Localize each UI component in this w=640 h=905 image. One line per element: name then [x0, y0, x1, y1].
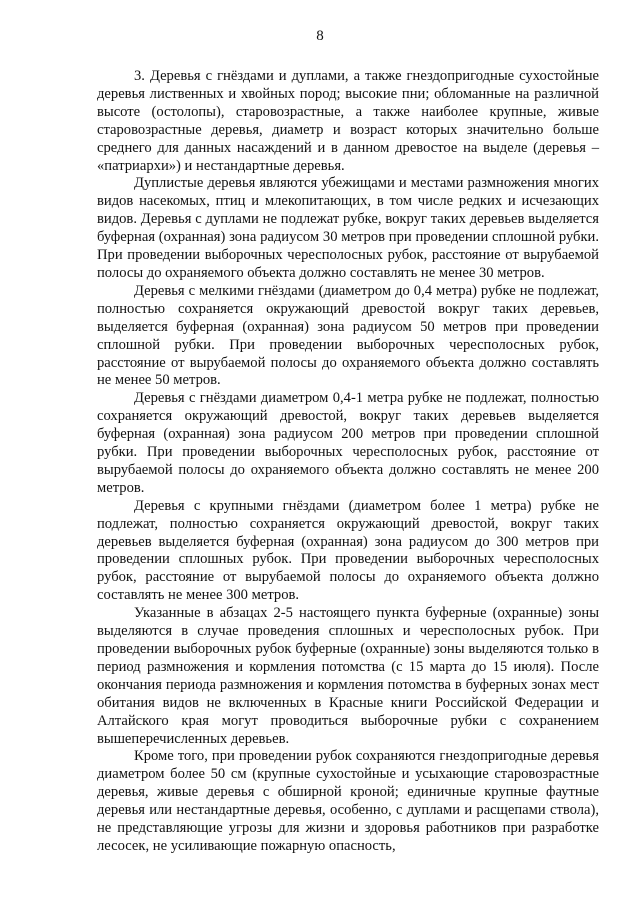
paragraph: Деревья с мелкими гнёздами (диаметром до 0,4 метра) рубке не подлежат, полностью сохраняется окружающий древостой вокруг таких деревьев, выделяется буферная (охранная) зона радиусом 50 метров при проведении сплошной рубки. При проведении выборочных чересполосных рубок, расстояние от вырубаемой полосы до охраняемого объекта должно составлять не менее 50 метров.: [97, 282, 599, 389]
paragraph: Деревья с крупными гнёздами (диаметром более 1 метра) рубке не подлежат, полностью сохраняется окружающий древостой, вокруг таких деревьев выделяется буферная (охранная) зона радиусом до 300 метров при проведении сплошных рубок. При проведении выборочных чересполосных рубок, расстояние от вырубаемой полосы до охраняемого объекта должно составлять не менее 300 метров.: [97, 497, 599, 604]
page-number: 8: [316, 28, 324, 44]
paragraph: 3. Деревья с гнёздами и дуплами, а также гнездопригодные сухостойные деревья лиственных и хвойных пород; высокие пни; обломанные на различной высоте (остолопы), старовозрастные, а также наиболее крупные, живые старовозрастные деревья, диаметр и возраст которых значительно больше среднего для данных насаждений и в данном древостое на выделе (деревья – «патриархи») и нестандартные деревья.: [97, 68, 599, 174]
paragraph: Кроме того, при проведении рубок сохраняются гнездопригодные деревья диаметром более 50 см (крупные сухостойные и усыхающие старовозрастные деревья, живые деревья с обширной кроной; единичные крупные фаутные деревья или нестандартные деревья, особенно, с дуплами и расщепами ствола), не представляющие угрозы для жизни и здоровья работников при разработке лесосек, не усиливающие пожарную опасность,: [97, 748, 599, 854]
paragraph: Дуплистые деревья являются убежищами и местами размножения многих видов насекомых, птиц и млекопитающих, в том числе редких и исчезающих видов. Деревья с дуплами не подлежат рубке, вокруг таких деревьев выделяется буферная (охранная) зона радиусом 30 метров при проведении сплошной рубки. При проведении выборочных чересполосных рубок, расстояние от вырубаемой полосы до охраняемого объекта должно составлять не менее 30 метров.: [97, 175, 599, 281]
paragraph: Деревья с гнёздами диаметром 0,4-1 метра рубке не подлежат, полностью сохраняется окружающий древостой, вокруг таких деревьев выделяется буферная (охранная) зона радиусом 200 метров при проведении сплошной рубки. При проведении выборочных чересполосных рубок, расстояние от вырубаемой полосы до охраняемого объекта должно составлять не менее 200 метров.: [97, 390, 599, 496]
paragraph: Указанные в абзацах 2-5 настоящего пункта буферные (охранные) зоны выделяются в случае проведения сплошных и чересполосных рубок. При проведении выборочных рубок буферные (охранные) зоны выделяются только в период размножения и кормления потомства (с 15 марта до 15 июля). После окончания периода размножения и кормления потомства в буферных зонах мест обитания видов не включенных в Красные книги Российской Федерации и Алтайского края могут проводиться выборочные рубки с сохранением вышеперечисленных деревьев.: [97, 605, 599, 747]
document-body: [97, 68, 599, 856]
